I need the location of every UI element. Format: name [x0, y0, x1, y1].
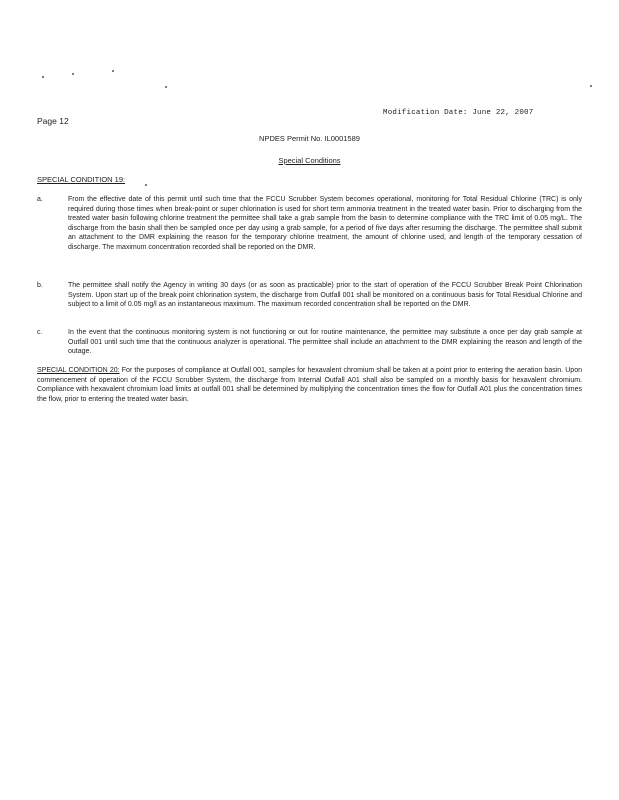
scan-speck [42, 76, 44, 78]
item-letter: a. [37, 196, 43, 203]
special-condition-20-text: For the purposes of compliance at Outfall 001, samples for hexavalent chromium shall be taken at a point prior to entering the aeration basin. Upon commencement of operation of the FCCU Scrubber System, the discharge from Internal Outfall A01 shall also be sampled on a monthly basis for hexavalent chromium. Compliance with hexavalent chromium load limits at outfall 001 shall be determined by multiplying the concentration times the flow for Outfall A01 plus the concentration times the flow, prior to entering the treated water basin. [37, 367, 582, 403]
page-number: Page 12 [37, 116, 69, 126]
scan-speck [590, 85, 592, 87]
scan-speck [112, 70, 114, 72]
scan-speck [165, 86, 167, 88]
item-letter: c. [37, 329, 43, 336]
modification-date: Modification Date: June 22, 2007 [383, 109, 534, 117]
item-text: The permittee shall notify the Agency in writing 30 days (or as soon as practicable) prior to the start of operation of the FCCU Scrubber Break Point Chlorination System. Upon start up of the break point chlorination system, the discharge from Outfall 001 shall be monitored on a continuous basis for Total Residual Chlorine and subject to a limit of 0.05 mg/l as an instantaneous maximum. The maximum recorded concentration shall be reported on the DMR. [68, 282, 582, 309]
item-text: In the event that the continuous monitoring system is not functioning or out for routine maintenance, the permittee may substitute a once per day grab sample at Outfall 001 until such time that the continuous analyzer is operational. The permittee shall include an attachment to the DMR explaining the reason and length of the outage. [68, 329, 582, 356]
condition-19-item-c [37, 328, 582, 357]
special-condition-20 [37, 366, 582, 404]
section-title: Special Conditions [278, 156, 341, 165]
scan-speck [72, 73, 74, 75]
scan-speck [145, 184, 147, 186]
condition-19-item-a [37, 195, 582, 253]
special-condition-20-heading: SPECIAL CONDITION 20: [37, 367, 120, 374]
special-condition-19-heading: SPECIAL CONDITION 19: [37, 175, 126, 184]
item-letter: b. [37, 282, 43, 289]
condition-19-item-b [37, 281, 582, 310]
permit-number: NPDES Permit No. IL0001589 [259, 134, 360, 143]
item-text: From the effective date of this permit until such time that the FCCU Scrubber System becomes operational, monitoring for Total Residual Chlorine (TRC) is only required during those times when break-point or super chlorination is used for short term ammonia treatment in the treated water basin. Prior to discharging from the treated water basin following chlorine treatment the permittee shall take a grab sample from the basin to determine compliance with the TRC limit of 0.05 mg/L. The discharge from the basin shall then be sampled once per day using a grab sample, for a period of five days after resuming the discharge. The permittee shall submit an attachment to the DMR explaining the reason for the temporary chlorine treatment, the amount of chlorine used, and length of the temporary cessation of discharge. The maximum concentration recorded shall be reported on the DMR. [68, 196, 582, 251]
